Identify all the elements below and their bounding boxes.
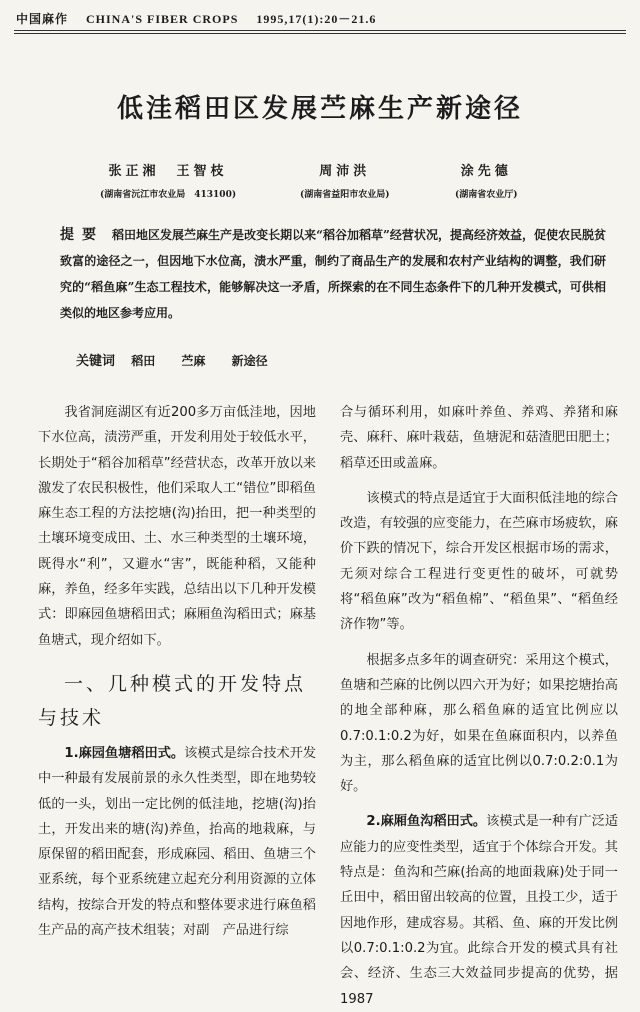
author-name: 周沛洪 xyxy=(319,164,371,179)
author-name: 张正湘 王智枝 xyxy=(108,164,228,179)
abstract xyxy=(60,222,606,326)
section-heading-line-2: 与技术 xyxy=(38,706,105,729)
section-heading xyxy=(38,667,316,735)
author-block-2 xyxy=(300,160,390,200)
intro-paragraph: 我省洞庭湖区有近200多万亩低洼地，因地下水位高，渍涝严重，开发利用处于较低水平，长期处于“稻谷加稻草”经营状态，改革开放以来激发了农民积极性，他们采取人工“错位”即稻鱼麻生态工程的方法挖塘(沟)抬田，把一种类型的土壤环境变成田、土、水三种类型的土壤环境，既得水“利”，又避水“害”，既能种稻，又能种麻，养鱼，经多年实践，总结出以下几种开发模式：即麻园鱼塘稻田式；麻厢鱼沟稻田式；麻基鱼塘式，现介绍如下。 xyxy=(38,405,316,648)
keyword: 新途径 xyxy=(231,354,268,368)
mode1-text: 该模式是综合技术开发中一种最有发展前景的永久性类型，即在地势较低的一头，划出一定比例的低洼地，挖塘(沟)抬土，开发出来的塘(沟)养鱼，抬高的地栽麻，与原保留的稻田配套，形成麻园、稻田、鱼塘三个亚系统，每个亚系统建立起充分利用资源的立体结构，按综合开发的特点和整体要求进行麻鱼稻生产品的高产技术组装；对副 产品进行综 xyxy=(38,745,317,939)
paragraph: 根据多点多年的调查研究：采用这个模式，鱼塘和苎麻的比例以四六开为好；如果挖塘抬高的地全部种麻，那么稻鱼麻的适宜比例应以0.7:0.1:0.2为好，如果在鱼麻面积内，以养鱼为主，那么稻鱼麻的适宜比例以0.7:0.2:0.1为好。 xyxy=(340,652,618,795)
author-block-1 xyxy=(100,160,236,200)
keywords-label: 关键词 xyxy=(76,354,116,369)
keyword: 苎麻 xyxy=(181,354,206,368)
keyword: 稻田 xyxy=(131,354,156,368)
right-column xyxy=(340,400,618,1012)
journal-name-cn: 中国麻作 xyxy=(16,12,69,26)
mode2-label: 2.麻厢鱼沟稻田式。 xyxy=(366,814,487,830)
mode1-label: 1.麻园鱼塘稻田式。 xyxy=(64,745,185,761)
abstract-label: 提要 xyxy=(60,227,105,243)
author-affiliation: (湖南省农业厅) xyxy=(455,190,518,200)
keywords xyxy=(76,350,290,369)
mode2-paragraph xyxy=(340,809,618,1011)
header-rule xyxy=(14,30,626,31)
author-affiliation: (湖南省益阳市农业局) xyxy=(300,190,390,200)
author-name: 涂先德 xyxy=(460,164,512,179)
abstract-text: 稻田地区发展苎麻生产是改变长期以来“稻谷加稻草”经营状况，提高经济效益，促使农民脱贫致富的途径之一，但因地下水位高，渍水严重，制约了商品生产的发展和农村产业结构的调整，我们研究的“稻鱼麻”生态工程技术，能够解决这一矛盾，所探索的在不同生态条件下的几种开发模式，可供相类似的地区参考应用。 xyxy=(60,228,607,320)
running-header xyxy=(16,10,624,27)
section-heading-line-1: 一、几种模式的开发特点 xyxy=(64,672,307,695)
left-column xyxy=(38,400,316,943)
author-block-3 xyxy=(455,160,518,200)
continued-paragraph: 合与循环利用，如麻叶养鱼、养鸡、养猪和麻壳、麻秆、麻叶栽菇，鱼塘泥和菇渣肥田肥土；稻草还田或盖麻。 xyxy=(340,405,618,471)
paper-title: 低洼稻田区发展苎麻生产新途径 xyxy=(116,94,523,124)
mode2-text: 该模式是一种有广泛适应能力的应变性类型，适宜于个体综合开发。其特点是：鱼沟和苎麻(抬高的地面栽麻)处于同一丘田中，稻田留出较高的位置，且投工少，适于因地作形，建成容易。其稻、鱼、麻的开发比例以0.7:0.1:0.2为宜。此综合开发的模式具有社会、经济、生态三大效益同步提高的优势，据1987 xyxy=(340,814,619,1007)
paragraph: 该模式的特点是适宜于大面积低洼地的综合改造，有较强的应变能力，在苎麻市场疲软，麻价下跌的情况下，综合开发区根据市场的需求，无须对综合工程进行变更性的破坏，可就势将“稻鱼麻”改为“稻鱼棉”、“稻鱼果”、“稻鱼经济作物”等。 xyxy=(340,490,618,633)
mode1-paragraph xyxy=(38,741,316,943)
author-affiliation: (湖南省沅江市农业局 413100) xyxy=(100,190,237,200)
citation: 1995,17(1):20－21.6 xyxy=(256,12,377,26)
journal-name-en: CHINA'S FIBER CROPS xyxy=(86,12,239,26)
header-rule-2 xyxy=(14,33,626,34)
